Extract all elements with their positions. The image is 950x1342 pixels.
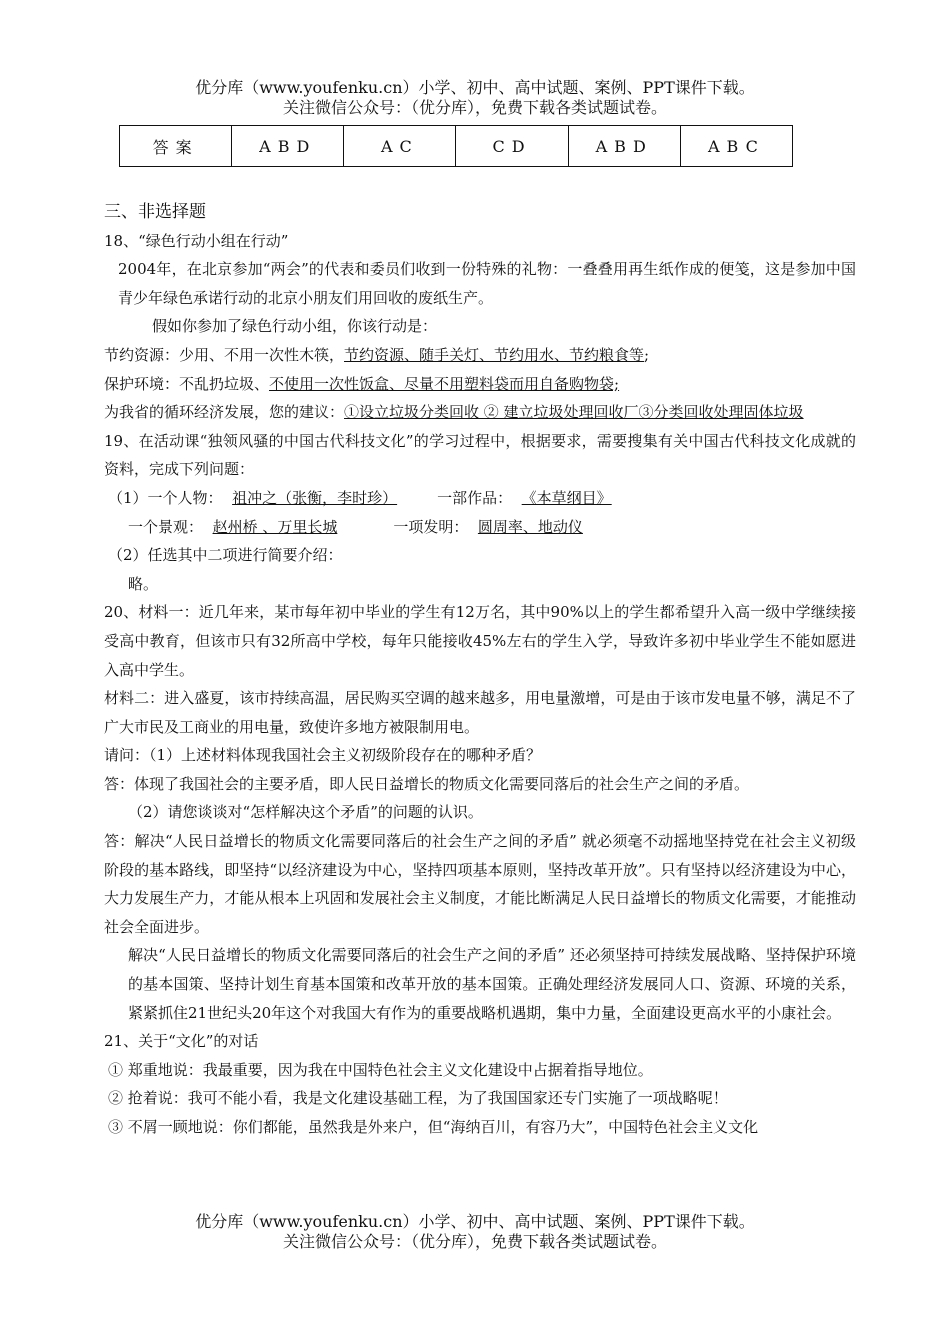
q20-material-2: 材料二：进入盛夏，该市持续高温，居民购买空调的越来越多，用电量激增，可是由于该市发电量不够，满足不了广大市民及工商业的用电量，致使许多地方被限制用电。 [104,689,856,736]
header-line-1: 优分库（www.youfenku.cn）小学、初中、高中试题、案例、PPT课件下载。 [195,78,755,97]
q19-work-answer: 《本草纲目》 [521,488,612,507]
q18-suggest-label: 为我省的循环经济发展，您的建议： [104,403,345,422]
q18-suggest-answer: ①设立垃圾分类回收 ② 建立垃圾处理回收厂③分类回收处理固体垃圾 [344,403,804,422]
q19-part-2: （2）任选其中二项进行简要介绍： [108,546,343,565]
q18-paragraph-2: 假如你参加了绿色行动小组，你该行动是： [152,317,438,336]
q21-item-3: ③ 不屑一顾地说：你们都能，虽然我是外来户，但“海纳百川，有容乃大”，中国特色社会主义文化 [108,1118,759,1136]
q19-scene-label: 一个景观： [128,517,204,536]
q19-person-answer: 祖冲之（张衡，李时珍） [232,488,398,507]
q18-save-answer: 节约资源、随手关灯、节约用水、节约粮食等 [344,345,645,364]
q18-title: 18、“绿色行动小组在行动” [104,231,289,250]
q20-answer-1: 答：体现了我国社会的主要矛盾，即人民日益增长的物质文化需要同落后的社会生产之间的矛盾。 [104,774,750,793]
q18-suggest-line [104,398,856,427]
page-header [0,78,950,118]
q19-work-label: 一部作品： [437,488,513,507]
q19-part-2-answer: 略。 [128,574,159,593]
q18-protect-answer: 不使用一次性饭盒、尽量不用塑料袋而用自备购物袋; [269,374,620,393]
document-body [104,198,856,1142]
q19-invent-answer: 圆周率、地动仪 [477,517,583,536]
q20-question-1: 请问：（1）上述材料体现我国社会主义初级阶段存在的哪种矛盾？ [104,746,542,765]
q20-question-2: （2）请您谈谈对“怎样解决这个矛盾”的问题的认识。 [128,803,483,822]
q21-item-2: ② 抢着说：我可不能小看，我是文化建设基础工程，为了我国国家还专门实施了一项战略呢！ [108,1089,728,1108]
q20-material-1: 20、材料一：近几年来，某市每年初中毕业的学生有12万名，其中90%以上的学生都希望升入高一级中学继续接受高中教育，但该市只有32所高中学校，每年只能接收45%左右的学生入学，导致许多初中毕业学生不能如愿进入高中学生。 [104,603,856,679]
q19-line-2 [104,513,856,542]
answer-label-cell: 答案 [120,126,232,167]
q18-protect-label: 保护环境：不乱扔垃圾、 [104,374,270,393]
q18-protect-line [104,370,856,399]
header-line-2: 关注微信公众号：（优分库），免费下载各类试题试卷。 [282,98,667,117]
answer-cell: ABC [680,126,792,167]
answer-cell: ABD [568,126,680,167]
q18-paragraph-1: 2004年，在北京参加“两会”的代表和委员们收到一份特殊的礼物：一叠叠用再生纸作成的便笺，这是参加中国青少年绿色承诺行动的北京小朋友们用回收的废纸生产。 [118,260,856,307]
answer-table [119,125,793,167]
page-footer [0,1212,950,1252]
answer-table-row [120,126,793,167]
q21-item-1: ① 郑重地说：我最重要，因为我在中国特色社会主义文化建设中占据着指导地位。 [108,1060,653,1079]
q19-invent-label: 一项发明： [393,517,469,536]
q18-save-end: ; [644,345,650,364]
answer-cell: ABD [232,126,344,167]
footer-line-2: 关注微信公众号：（优分库），免费下载各类试题试卷。 [282,1232,667,1251]
q19-person-label: （1）一个人物： [108,488,223,507]
footer-line-1: 优分库（www.youfenku.cn）小学、初中、高中试题、案例、PPT课件下载。 [195,1212,755,1231]
q21-title: 21、关于“文化”的对话 [104,1032,259,1051]
q19-scene-answer: 赵州桥 、万里长城 [212,517,338,536]
q19-title: 19、在活动课“独领风骚的中国古代科技文化”的学习过程中，根据要求，需要搜集有关中国古代科技文化成就的资料，完成下列问题： [104,431,856,479]
q20-answer-2-para-1: 答：解决“人民日益增长的物质文化需要同落后的社会生产之间的矛盾” 就必须毫不动摇地坚持党在社会主义初级阶段的基本路线，即坚持“以经济建设为中心，坚持四项基本原则，坚持改革开放”。只有坚持以经济建设为中心，大力发展生产力，才能从根本上巩固和发展社会主义制度，才能比断满足人民日益增长的物质文化需要，才能推动社会全面进步。 [104,832,856,936]
answer-cell: CD [456,126,568,167]
q20-answer-2-para-2: 解决“人民日益增长的物质文化需要同落后的社会生产之间的矛盾” 还必须坚持可持续发展战略、坚持保护环境的基本国策、坚持计划生育基本国策和改革开放的基本国策。正确处理经济发展同人口、资源、环境的关系，紧紧抓住21世纪头20年这个对我国大有作为的重要战略机遇期，集中力量，全面建设更高水平的小康社会。 [128,946,856,1022]
q18-save-line [104,341,856,370]
answer-cell: AC [344,126,456,167]
q19-line-1 [104,484,856,513]
section-title: 三、非选择题 [104,202,206,222]
q18-save-label: 节约资源：少用、不用一次性木筷， [104,345,345,364]
